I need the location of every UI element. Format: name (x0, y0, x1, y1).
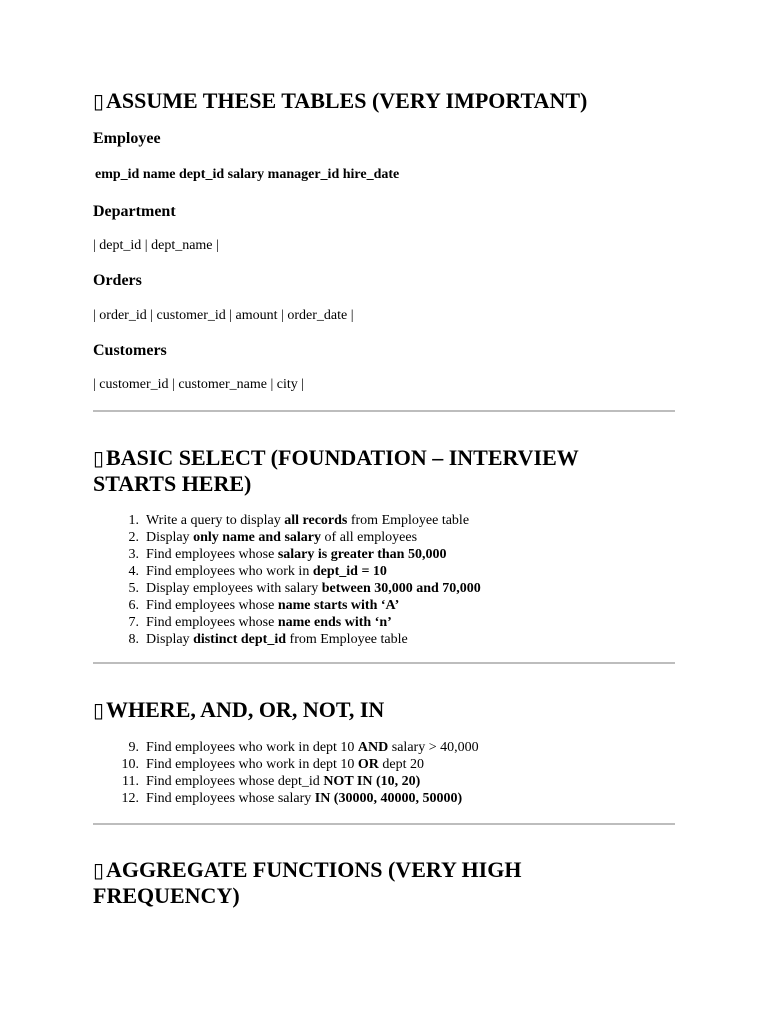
question-emphasis: IN (30000, 40000, 50000) (314, 791, 463, 806)
question-item (93, 580, 675, 597)
question-item (93, 773, 675, 790)
question-emphasis: salary is greater than 50,000 (277, 547, 447, 562)
department-table-label: Department (93, 203, 176, 220)
question-text: Display employees with salary between 30,000 and 70,000 (146, 581, 481, 596)
missing-glyph-icon: ▯ (93, 89, 105, 113)
question-text: Find employees who work in dept 10 AND salary > 40,000 (146, 740, 479, 755)
section-heading-basic-select: ▯BASIC SELECT (FOUNDATION – INTERVIEW STARTS HERE) (93, 445, 579, 496)
section-divider (93, 662, 675, 664)
question-item (93, 546, 675, 563)
question-text: Find employees whose salary IN (30000, 40000, 50000) (146, 791, 463, 806)
question-number: 3. (128, 547, 139, 562)
where-question-list (93, 739, 675, 807)
question-emphasis: AND (357, 740, 389, 755)
orders-table-columns: | order_id | customer_id | amount | order_date | (93, 308, 354, 323)
question-emphasis: NOT IN (10, 20) (323, 774, 421, 789)
question-number: 4. (128, 564, 139, 579)
question-item (93, 631, 675, 648)
question-emphasis: distinct dept_id (193, 632, 287, 647)
question-text: Display only name and salary of all employees (146, 530, 418, 545)
question-text: Find employees whose salary is greater than 50,000 (146, 547, 447, 562)
customers-table-label: Customers (93, 342, 167, 359)
question-text: Write a query to display all records from Employee table (146, 513, 470, 528)
department-table-columns: | dept_id | dept_name | (93, 238, 219, 253)
question-item (93, 739, 675, 756)
question-number: 11. (122, 774, 139, 789)
basic-select-question-list (93, 512, 675, 648)
question-emphasis: name ends with ‘n’ (277, 615, 392, 630)
question-emphasis: name starts with ‘A’ (277, 598, 400, 613)
question-item (93, 614, 675, 631)
question-number: 6. (128, 598, 139, 613)
question-number: 7. (128, 615, 139, 630)
question-number: 5. (128, 581, 139, 596)
question-item (93, 790, 675, 807)
section-heading-tables: ▯ASSUME THESE TABLES (VERY IMPORTANT) (93, 88, 588, 113)
question-emphasis: OR (357, 757, 379, 772)
question-text: Find employees whose dept_id NOT IN (10, 20) (146, 774, 421, 789)
orders-table-label: Orders (93, 272, 142, 289)
question-emphasis: only name and salary (193, 530, 322, 545)
question-emphasis: between 30,000 and 70,000 (321, 581, 481, 596)
section-divider (93, 410, 675, 412)
customers-table-columns: | customer_id | customer_name | city | (93, 377, 305, 392)
section-divider (93, 823, 675, 825)
missing-glyph-icon: ▯ (93, 698, 105, 722)
question-item (93, 563, 675, 580)
employee-table-columns: emp_id name dept_id salary manager_id hire_date (95, 167, 400, 182)
missing-glyph-icon: ▯ (93, 858, 105, 882)
section-heading-where: ▯WHERE, AND, OR, NOT, IN (93, 697, 385, 722)
question-text: Find employees who work in dept 10 OR dept 20 (146, 757, 425, 772)
question-item (93, 597, 675, 614)
employee-table-label: Employee (93, 130, 161, 147)
question-number: 8. (128, 632, 139, 647)
question-item (93, 512, 675, 529)
question-number: 10. (121, 757, 139, 772)
question-number: 2. (128, 530, 139, 545)
question-emphasis: dept_id = 10 (312, 564, 387, 579)
question-number: 9. (128, 740, 139, 755)
section-heading-aggregate: ▯AGGREGATE FUNCTIONS (VERY HIGH FREQUENCY) (93, 857, 522, 908)
question-number: 1. (128, 513, 139, 528)
question-text: Display distinct dept_id from Employee table (146, 632, 408, 647)
question-emphasis: all records (284, 513, 348, 528)
question-text: Find employees who work in dept_id = 10 (146, 564, 387, 579)
missing-glyph-icon: ▯ (93, 446, 105, 470)
question-text: Find employees whose name ends with ‘n’ (146, 615, 392, 630)
question-number: 12. (121, 791, 139, 806)
question-item (93, 529, 675, 546)
question-text: Find employees whose name starts with ‘A’ (146, 598, 400, 613)
question-item (93, 756, 675, 773)
